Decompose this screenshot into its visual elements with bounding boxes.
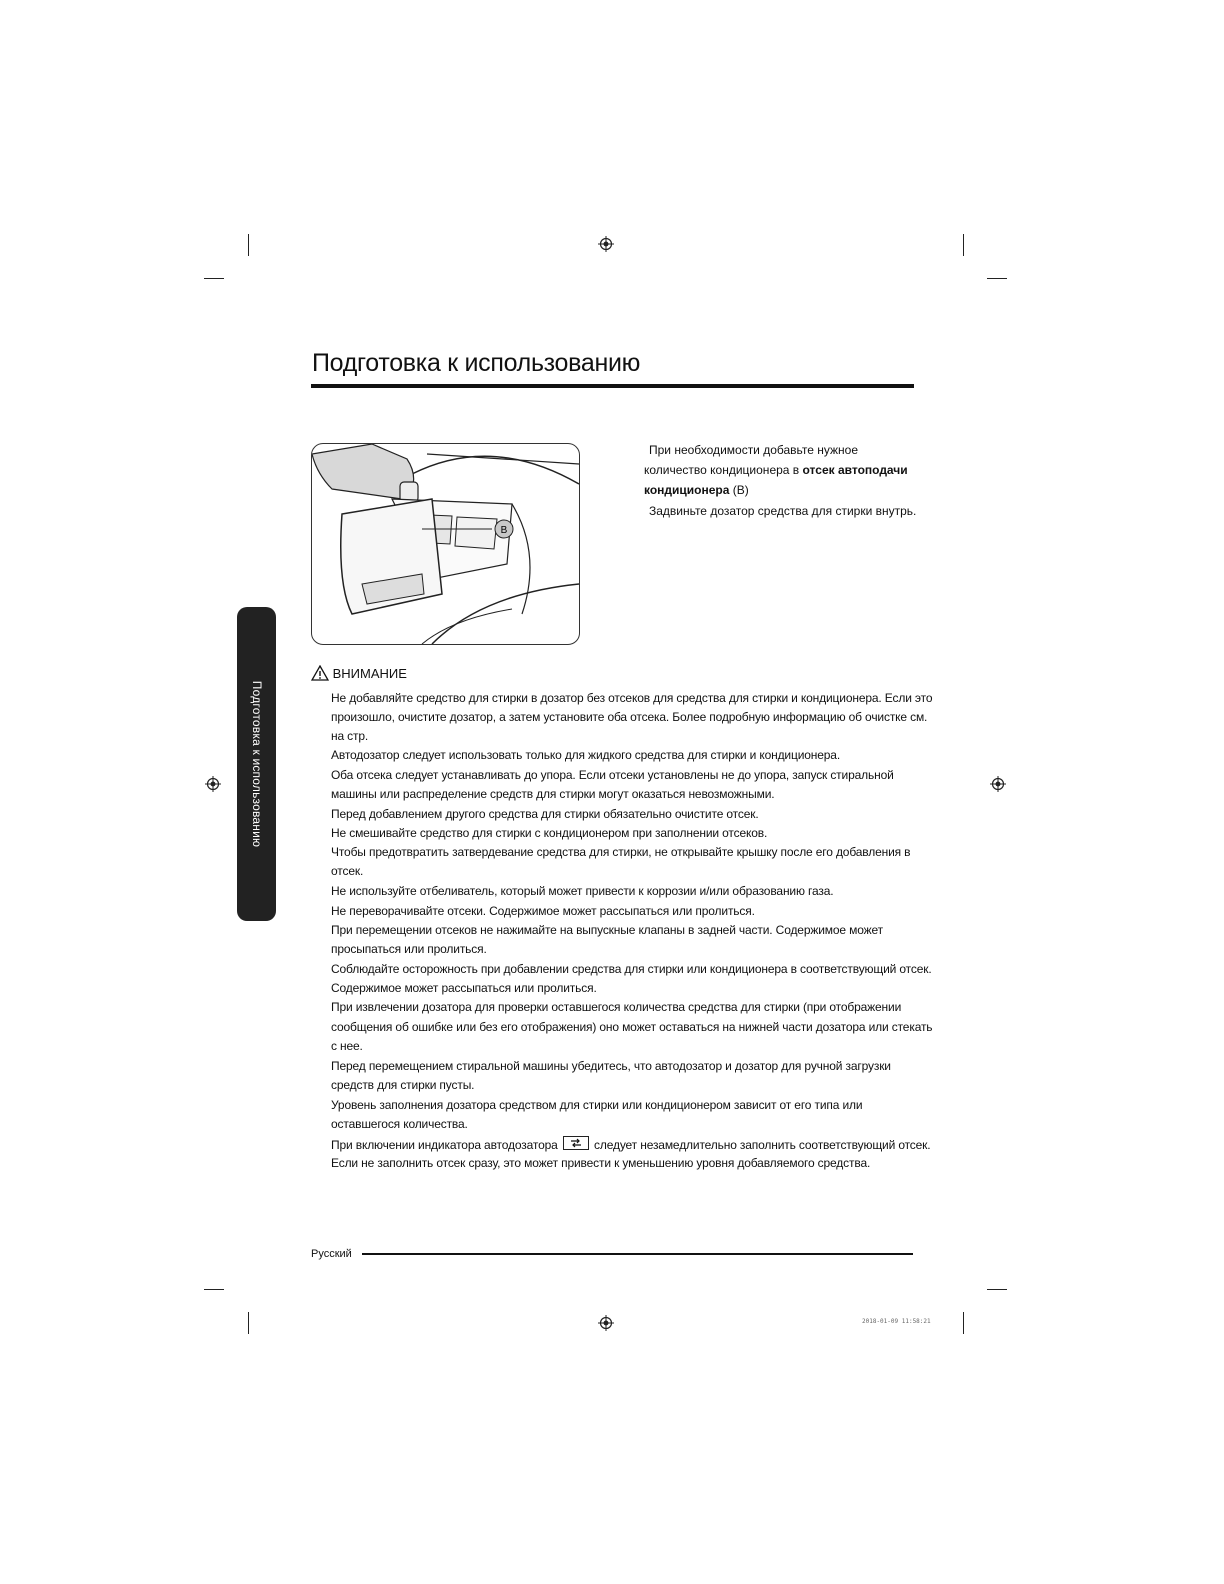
caution-line: средств для стирки пусты.: [331, 1078, 475, 1092]
registration-mark-icon: [990, 776, 1006, 792]
side-tab-label: Подготовка к использованию: [250, 680, 264, 848]
caution-line: на стр.: [331, 729, 369, 743]
title-rule: [311, 384, 914, 388]
caution-line: Если не заполнить отсек сразу, это может привести к уменьшению уровня добавляемого средства.: [331, 1156, 871, 1170]
caution-line: отсек.: [331, 864, 364, 878]
instruction-line: [644, 460, 908, 480]
instruction-line: При необходимости добавьте нужное: [649, 443, 858, 457]
caution-line: Чтобы предотвратить затвердевание средства для стирки, не открывайте крышку после его добавления в: [331, 845, 911, 859]
caution-line: произошло, очистите дозатор, а затем установите оба отсека. Более подробную информацию об очистке см.: [331, 710, 928, 724]
warning-triangle-icon: [311, 665, 329, 681]
print-stamp: 2018-01-09 11:58:21: [862, 1318, 931, 1325]
caution-line: Не используйте отбеливатель, который может привести к коррозии и/или образованию газа.: [331, 884, 834, 898]
caution-line: оставшегося количества.: [331, 1117, 468, 1131]
footer-rule: [362, 1253, 913, 1255]
instruction-text-bold: отсек автоподачи: [802, 463, 908, 477]
crop-mark: [248, 1312, 249, 1334]
caution-label: ВНИМАНИЕ: [332, 666, 407, 681]
caution-line: [331, 1136, 930, 1152]
caution-line: Соблюдайте осторожность при добавлении средства для стирки или кондиционера в соответствующий отсек.: [331, 962, 932, 976]
dispenser-illustration: [311, 443, 580, 645]
crop-mark: [204, 278, 224, 279]
dispenser-drawing: [312, 444, 579, 644]
auto-dispense-indicator-icon: [563, 1136, 589, 1150]
instruction-line: Задвиньте дозатор средства для стирки внутрь.: [649, 504, 917, 518]
caution-line: Уровень заполнения дозатора средством для стирки или кондиционером зависит от его типа или: [331, 1098, 863, 1112]
instruction-text: (B): [729, 483, 749, 497]
instruction-text-bold: кондиционера: [644, 483, 730, 497]
caution-line: просыпаться или пролиться.: [331, 942, 487, 956]
caution-line: Не смешивайте средство для стирки с кондиционером при заполнении отсеков.: [331, 826, 768, 840]
instruction-line: [644, 480, 749, 500]
caution-heading: [311, 665, 407, 683]
instruction-text: количество кондиционера в: [644, 463, 803, 477]
crop-mark: [248, 234, 249, 256]
caution-line: Оба отсека следует устанавливать до упора. Если отсеки установлены не до упора, запуск стиральной: [331, 768, 894, 782]
caution-line: Не добавляйте средство для стирки в дозатор без отсеков для средства для стирки и кондиционера. Если это: [331, 691, 933, 705]
caution-line: Перед перемещением стиральной машины убедитесь, что автодозатор и дозатор для ручной загрузки: [331, 1059, 891, 1073]
caution-line: Автодозатор следует использовать только для жидкого средства для стирки и кондиционера.: [331, 748, 841, 762]
caution-line: При перемещении отсеков не нажимайте на выпускные клапаны в задней части. Содержимое может: [331, 923, 883, 937]
crop-mark: [963, 234, 964, 256]
refresh-arrows-icon: [564, 1137, 588, 1149]
crop-mark: [987, 1289, 1007, 1290]
caution-line: Содержимое может рассыпаться или пролиться.: [331, 981, 597, 995]
crop-mark: [987, 278, 1007, 279]
page-title: Подготовка к использованию: [312, 349, 641, 377]
registration-mark-icon: [205, 776, 221, 792]
caution-line: Перед добавлением другого средства для стирки обязательно очистите отсек.: [331, 807, 759, 821]
caution-line: Не переворачивайте отсеки. Содержимое может рассыпаться или пролиться.: [331, 904, 755, 918]
footer-language: Русский: [311, 1248, 352, 1260]
crop-mark: [963, 1312, 964, 1334]
caution-line: с нее.: [331, 1039, 363, 1053]
crop-mark: [204, 1289, 224, 1290]
registration-mark-icon: [598, 236, 614, 252]
caution-line: сообщения об ошибке или без его отображения) оно может оставаться на нижней части дозатора или стекать: [331, 1020, 933, 1034]
caution-text: следует незамедлительно заполнить соответствующий отсек.: [594, 1138, 931, 1152]
caution-text: При включении индикатора автодозатора: [331, 1138, 558, 1152]
caution-line: При извлечении дозатора для проверки оставшегося количества средства для стирки (при отображении: [331, 1000, 902, 1014]
caution-line: машины или распределение средств для стирки могут оказаться невозможными.: [331, 787, 775, 801]
registration-mark-icon: [598, 1315, 614, 1331]
callout-label: B: [500, 525, 508, 536]
